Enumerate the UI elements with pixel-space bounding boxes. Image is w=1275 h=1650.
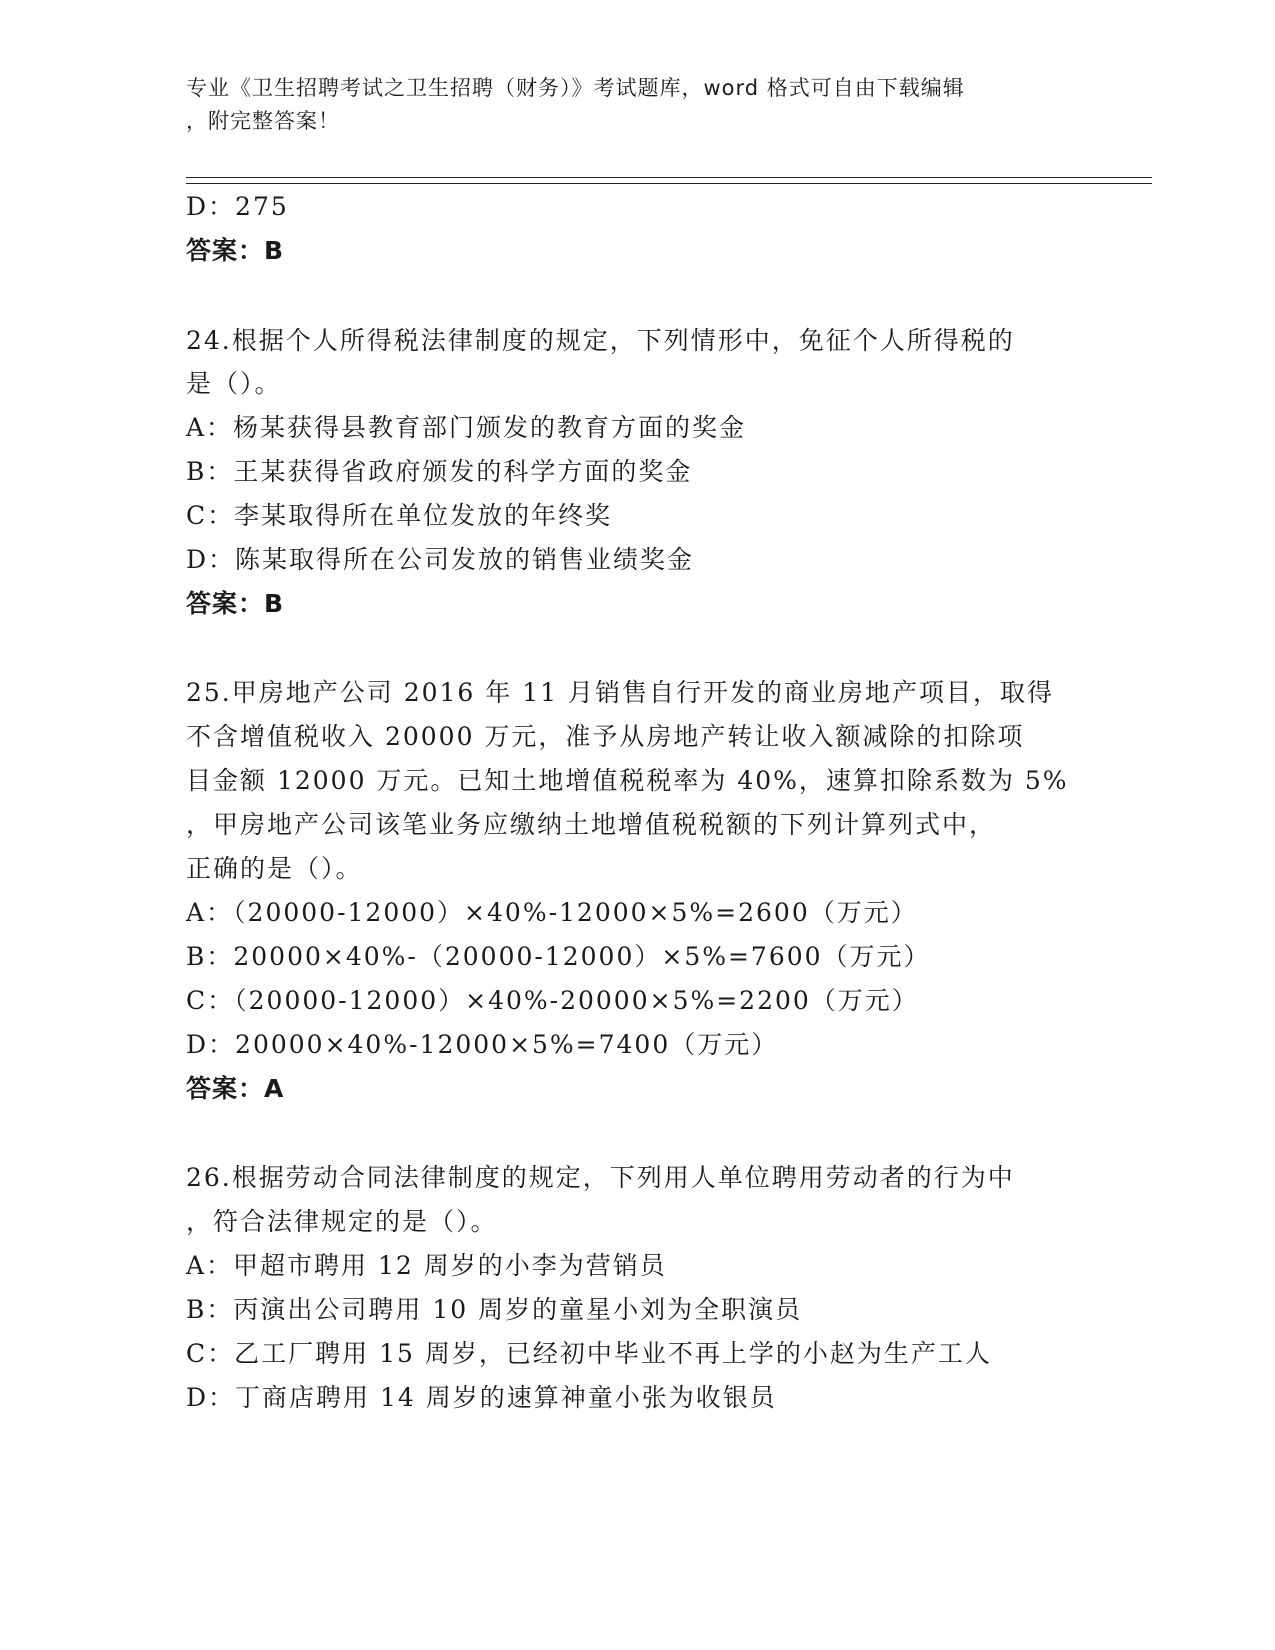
q26-option-a: A：甲超市聘用 12 周岁的小李为营销员 xyxy=(186,1251,667,1280)
q24-option-a: A：杨某获得县教育部门颁发的教育方面的奖金 xyxy=(186,413,747,442)
q25-option-c: C：（20000-12000）×40%-20000×5%=2200（万元） xyxy=(186,986,919,1015)
q24-option-d: D：陈某取得所在公司发放的销售业绩奖金 xyxy=(186,545,695,574)
q24-option-c: C：李某取得所在单位发放的年终奖 xyxy=(186,501,613,530)
q24-stem-line-1: 24.根据个人所得税法律制度的规定，下列情形中，免征个人所得税的 xyxy=(186,326,1015,355)
document-header xyxy=(186,72,1066,138)
q26-option-d: D：丁商店聘用 14 周岁的速算神童小张为收银员 xyxy=(186,1383,777,1412)
q25-stem-line-5: 正确的是（）。 xyxy=(186,854,363,883)
header-rule-top xyxy=(186,177,1152,178)
header-line-2: ，附完整答案！ xyxy=(186,109,340,133)
q26-option-c: C：乙工厂聘用 15 周岁，已经初中毕业不再上学的小赵为生产工人 xyxy=(186,1339,992,1368)
q25-option-b: B：20000×40%-（20000-12000）×5%=7600（万元） xyxy=(186,942,931,971)
prev-answer: 答案：B xyxy=(186,236,285,265)
q25-option-a: A：（20000-12000）×40%-12000×5%=2600（万元） xyxy=(186,898,918,927)
q26-option-b: B：丙演出公司聘用 10 周岁的童星小刘为全职演员 xyxy=(186,1295,803,1324)
header-rule-bottom xyxy=(186,183,1152,184)
q25-stem-line-2: 不含增值税收入 20000 万元，准予从房地产转让收入额减除的扣除项 xyxy=(186,722,1025,751)
q26-stem-line-1: 26.根据劳动合同法律制度的规定，下列用人单位聘用劳动者的行为中 xyxy=(186,1163,1015,1192)
prev-option-d: D：275 xyxy=(186,192,289,221)
q24-option-b: B：王某获得省政府颁发的科学方面的奖金 xyxy=(186,457,693,486)
q24-stem-line-2: 是（）。 xyxy=(186,369,282,398)
q25-stem-line-4: ，甲房地产公司该笔业务应缴纳土地增值税税额的下列计算列式中， xyxy=(186,810,997,839)
q25-answer: 答案：A xyxy=(186,1074,285,1103)
q26-stem-line-2: ，符合法律规定的是（）。 xyxy=(186,1207,498,1236)
q25-stem-line-1: 25.甲房地产公司 2016 年 11 月销售自行开发的商业房地产项目，取得 xyxy=(186,678,1054,707)
q25-option-d: D：20000×40%-12000×5%=7400（万元） xyxy=(186,1030,779,1059)
header-line-1: 专业《卫生招聘考试之卫生招聘（财务）》考试题库，word 格式可自由下载编辑 xyxy=(186,76,965,100)
q24-answer: 答案：B xyxy=(186,589,285,618)
q25-stem-line-3: 目金额 12000 万元。已知土地增值税税率为 40%，速算扣除系数为 5% xyxy=(186,766,1069,795)
